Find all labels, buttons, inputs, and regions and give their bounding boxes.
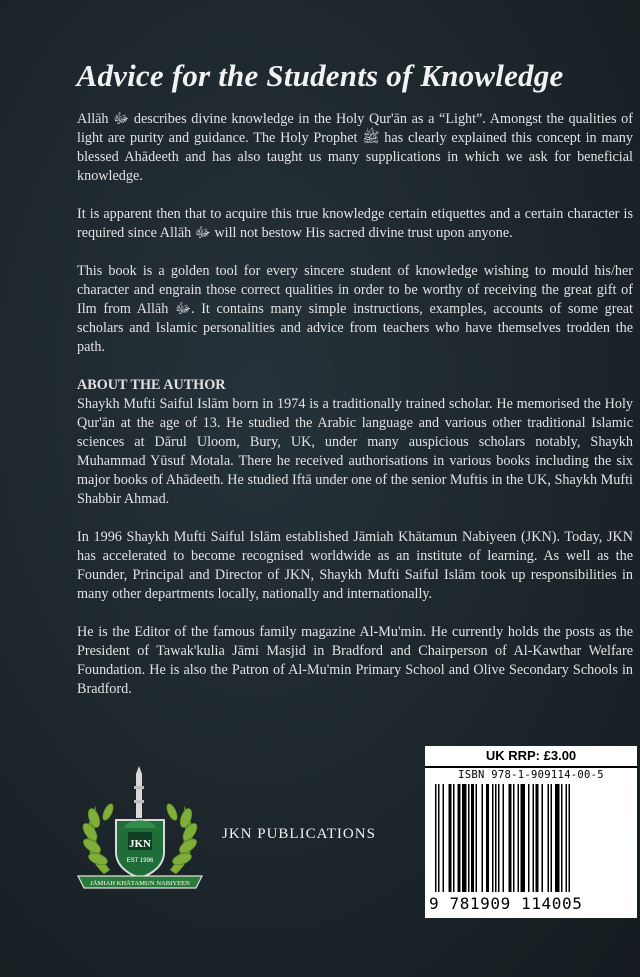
author-bio-1: Shaykh Mufti Saiful Islām born in 1974 is a traditionally trained scholar. He memorised the Holy Qur'ān at the age of 13. He studied the Arabic language and various other traditional Islamic sciences at Dārul Uloom, Bury, UK, under many auspicious scholars notably, Shaykh Muhammad Yūsuf Motala. There he received authorisations in various books including the six major books of Ahādeeth. He studied Iftā under one of the senior Muftis in the UK, Shaykh Mufti Shabbir Ahmad. bbox=[77, 396, 633, 507]
isbn-label: ISBN 978-1-909114-00-5 bbox=[458, 769, 604, 781]
blurb-paragraph-2: It is apparent then that to acquire this true knowledge certain etiquettes and a certain character is required since Allāh ﷻ will not bestow His sacred divine trust upon anyone. bbox=[77, 206, 633, 241]
barcode-digits: 9 781909 114005 bbox=[429, 894, 583, 913]
author-bio-3: He is the Editor of the famous family magazine Al-Mu'min. He currently holds the posts as the President of Tawak'kulia Jāmi Masjid in Bradford and Chairperson of Al-Kawthar Welfare Foundation. He is also the Patron of Al-Mu'min Primary School and Olive Secondary Schools in Bradford. bbox=[77, 624, 633, 697]
blurb-paragraph-3: This book is a golden tool for every sincere student of knowledge wishing to mould his/her character and engrain those correct qualities in order to be worthy of receiving the great gift of Ilm from Allāh ﷻ. It contains many simple instructions, examples, accounts of some great scholars and Islamic personalities and advice from teachers who have themselves trodden the path. bbox=[77, 263, 633, 355]
book-title: Advice for the Students of Knowledge bbox=[76, 58, 564, 93]
author-bio-2: In 1996 Shaykh Mufti Saiful Islām established Jāmiah Khātamun Nabiyeen (JKN). Today, JKN has accelerated to become recognised worldwide as an institute of learning. As well as the Founder, Principal and Director of JKN, Shaykh Mufti Saiful Islām took up responsibilities in many other departments locally, nationally and internationally. bbox=[77, 529, 633, 602]
logo-initials: JKN bbox=[129, 838, 151, 850]
blurb-paragraph-1: Allāh ﷻ describes divine knowledge in the Holy Qur'ān as a “Light”. Amongst the qualities of light are purity and guidance. The Holy Prophet ﷺ has clearly explained this concept in many blessed Ahādeeth and has also taught us many supplications in which we ask for beneficial knowledge. bbox=[77, 111, 633, 184]
logo-ribbon-text: JĀMIAH KHĀTAMUN NABIYEEN bbox=[90, 880, 190, 887]
publisher-name: JKN PUBLICATIONS bbox=[222, 826, 376, 842]
barcode-bars bbox=[433, 784, 631, 896]
logo-est: EST 1996 bbox=[126, 858, 154, 864]
jkn-logo bbox=[70, 766, 210, 905]
price-label: UK RRP: £3.00 bbox=[485, 748, 577, 763]
barcode-panel bbox=[425, 746, 637, 918]
about-author-heading: ABOUT THE AUTHOR bbox=[77, 377, 226, 393]
blurb-text bbox=[77, 110, 633, 718]
price-row bbox=[425, 746, 637, 768]
